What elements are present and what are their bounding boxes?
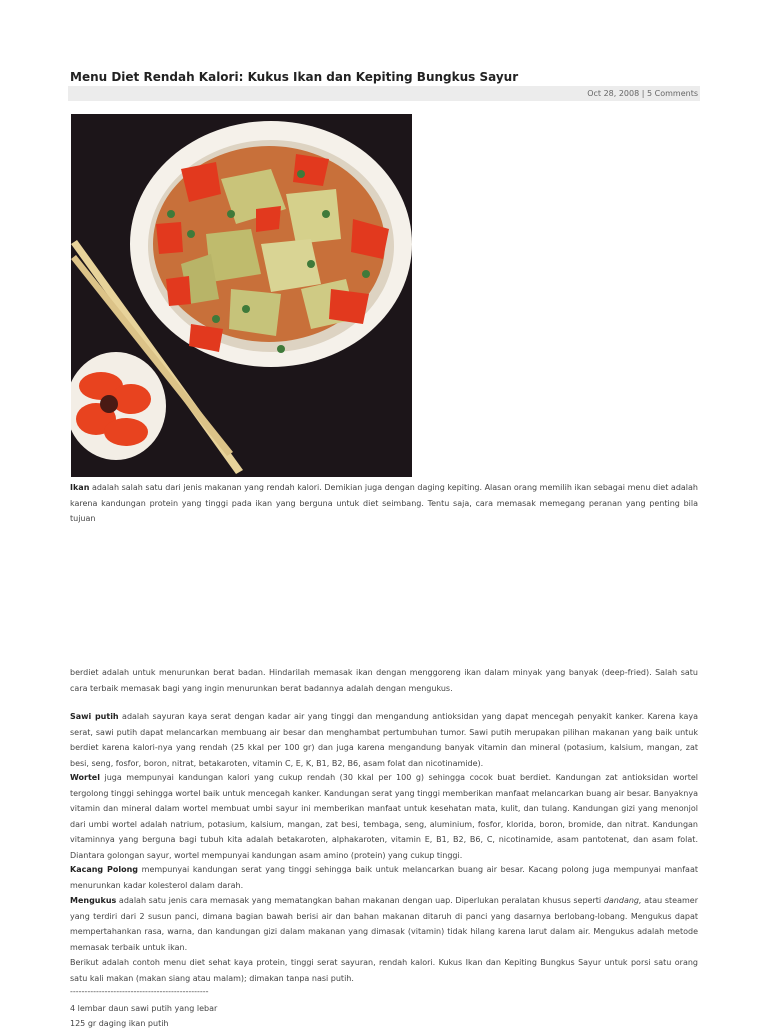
comments-link[interactable]: 5 Comments — [647, 89, 698, 98]
paragraph-sawi-putih — [70, 709, 698, 771]
mengukus-text-1: adalah satu jenis cara memasak yang mematangkan bahan makanan dengan uap. Diperlukan peralatan khusus seperti — [116, 896, 604, 905]
meta-separator: | — [641, 89, 645, 98]
term-mengukus: Mengukus — [70, 896, 117, 905]
intro-text-1: adalah salah satu dari jenis makanan yang rendah kalori. Demikian juga dengan daging kepiting. Alasan orang memilih ikan sebagai menu diet adalah karena kandungan protein yang tinggi pada ikan yang berguna untuk diet seimbang. Tentu saja, cara memasak memegang peranan yang penting bila tujuan — [70, 483, 698, 523]
post-meta-bar — [68, 86, 700, 101]
post-date: Oct 28, 2008 — [587, 89, 640, 98]
paragraph-wortel — [70, 770, 698, 863]
post-title: Menu Diet Rendah Kalori: Kukus Ikan dan Kepiting Bungkus Sayur — [70, 70, 519, 84]
berikut-text: Berikut adalah contoh menu diet sehat kaya protein, tinggi serat sayuran, rendah kalori. Kukus Ikan dan Kepiting Bungkus Sayur untuk porsi satu orang satu kali makan (makan siang atau malam); dimakan tanpa nasi putih. — [70, 958, 698, 983]
mengukus-text-2: atau steamer yang terdiri dari 2 susun panci, dimana bagian bawah berisi air dan bahan makanan ditaruh di panci yang dasarnya berlobang-lobang. Mengukus dapat mempertahankan rasa, warna, dan kandungan gizi dalam makanan yang dimasak (vitamin) tidak hilang karena larut dalam air. Mengukus adalah metode memasak terbaik untuk ikan. — [70, 896, 698, 952]
intro-text-2: berdiet adalah untuk menurunkan berat badan. Hindarilah memasak ikan dengan menggoreng ikan dalam minyak yang banyak (deep-fried). Salah satu cara terbaik memasak bagi yang ingin menurunkan berat badannya adalah dengan mengukus. — [70, 668, 698, 693]
term-kacang-polong: Kacang Polong — [70, 865, 139, 874]
sawi-text: adalah sayuran kaya serat dengan kadar air yang tinggi dan mengandung antioksidan yang dapat mencegah penyakit kanker. Karena kaya serat, sawi putih dapat melancarkan membuang air besar dan menghambat pertumbuhan tumor. Sawi putih merupakan pilihan makanan yang baik untuk berdiet karena kalori-nya yang rendah (25 kkal per 100 gr) dan juga karena mengandung banyak vitamin dan mineral (potasium, kalsium, mangan, zat besi, seng, fosfor, boron, nitrat, betakaroten, vitamin C, E, K, B1, B2, B6, asam folat dan nicotinamide). — [70, 712, 699, 768]
dish-photo — [71, 114, 412, 477]
ingredient-item: 125 gr daging ikan putih — [70, 1019, 169, 1028]
ingredient-item: 4 lembar daun sawi putih yang lebar — [70, 1004, 218, 1013]
term-wortel: Wortel — [70, 773, 100, 782]
term-sawi-putih: Sawi putih — [70, 712, 119, 721]
paragraph-berikut — [70, 955, 698, 986]
kacang-text: mempunyai kandungan serat yang tinggi sehingga baik untuk melancarkan buang air besar. Kacang polong juga mempunyai manfaat menurunkan kadar kolesterol dalam darah. — [70, 865, 699, 890]
divider-line: ------------------------------------------------ — [70, 987, 209, 996]
wortel-text: juga mempunyai kandungan kalori yang cukup rendah (30 kkal per 100 g) sehingga cocok buat berdiet. Kandungan zat antioksidan wortel tergolong tinggi sehingga wortel baik untuk mencegah kanker. Kandungan serat yang tinggi memberikan manfaat melancarkan buang air besar. Banyaknya vitamin dan mineral dalam wortel membuat umbi sayur ini memberikan manfaat untuk kesehatan mata, kulit, dan tulang. Kandungan gizi yang menonjol dari umbi wortel adalah natrium, potasium, kalsium, mangan, zat besi, tembaga, seng, aluminium, fosfor, klorida, boron, bromide, dan nitrat. Kandungan vitaminnya yang berguna bagi tubuh kita adalah betakaroten, alphakaroten, vitamin E, B1, B2, B6, C, nicotinamide, asam pantotenat, dan asam folat. Diantara golongan sayur, wortel mempunyai kandungan asam amino (protein) yang cukup tinggi. — [70, 773, 698, 860]
term-dandang: dandang, — [603, 896, 642, 905]
paragraph-kacang-polong — [70, 862, 698, 893]
intro-paragraph-1 — [70, 480, 698, 527]
intro-paragraph-2 — [70, 665, 698, 696]
paragraph-mengukus — [70, 893, 698, 955]
term-ikan: Ikan — [70, 483, 90, 492]
